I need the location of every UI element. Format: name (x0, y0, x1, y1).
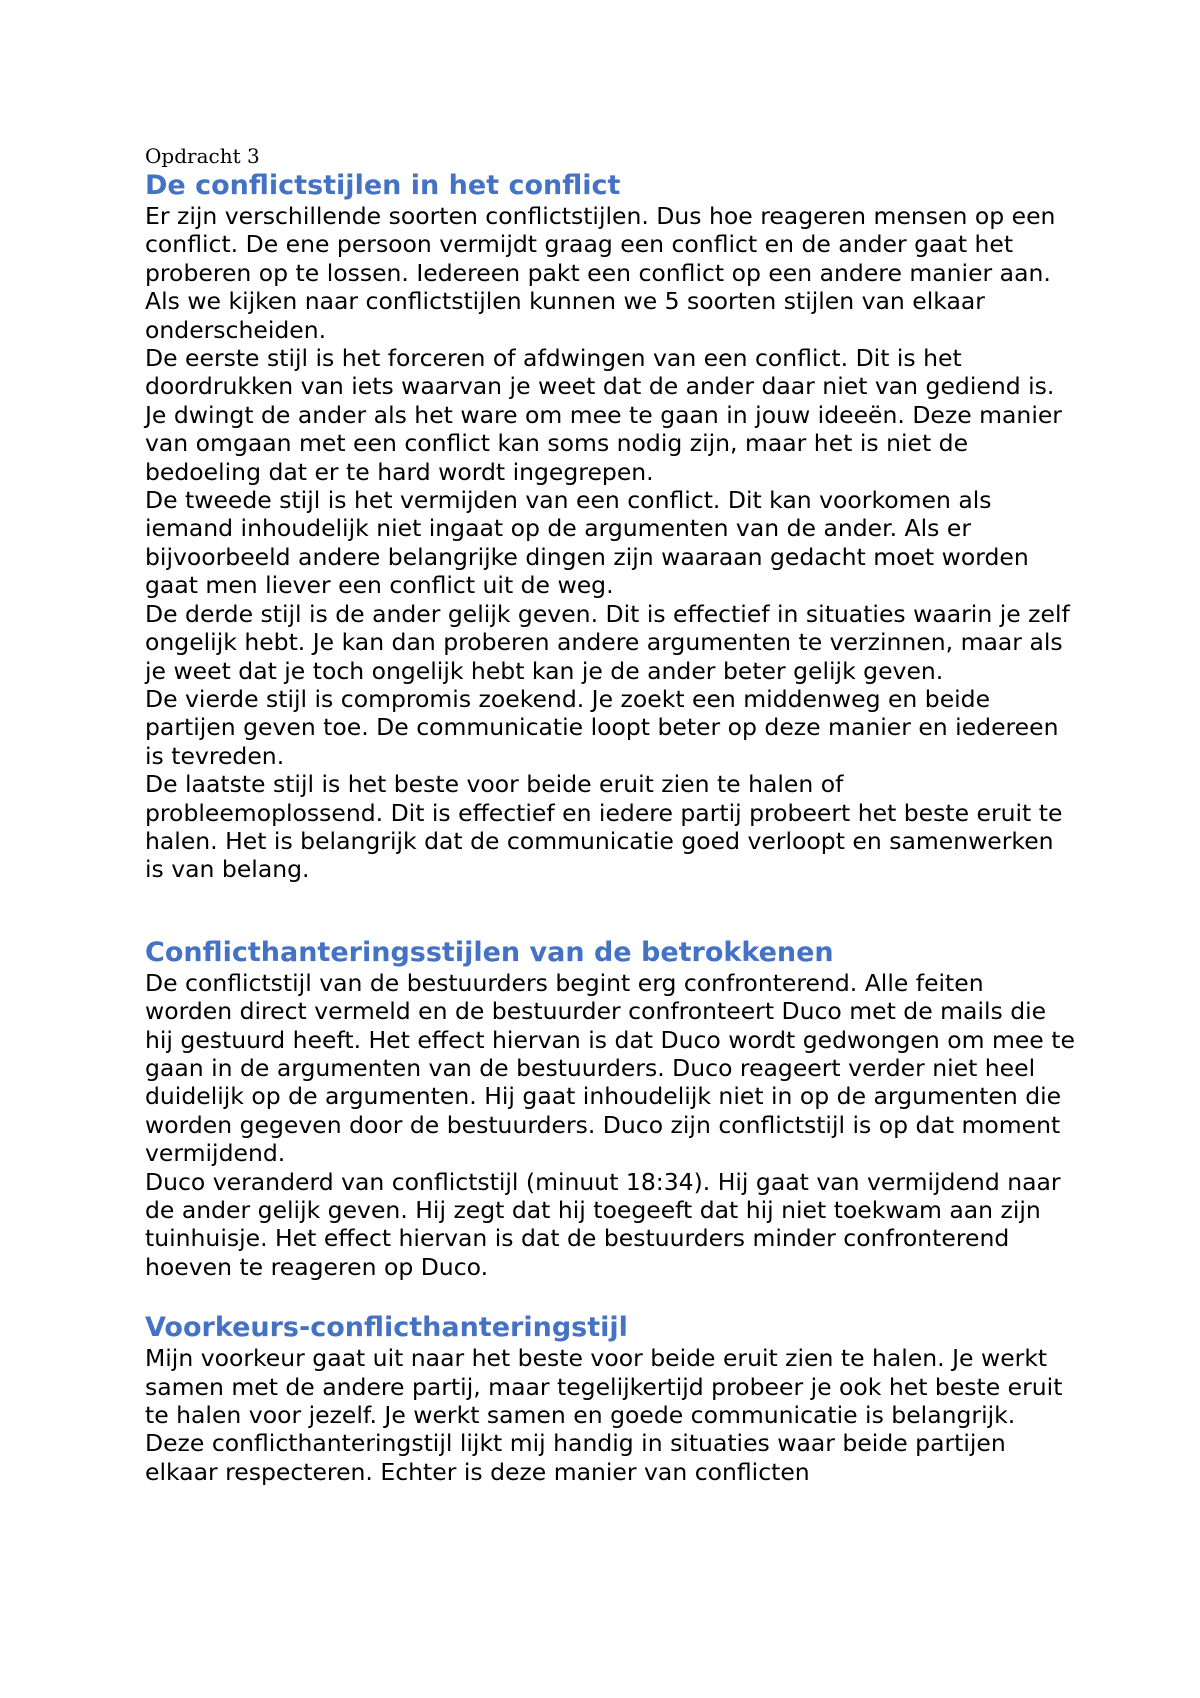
paragraph: Duco veranderd van conflictstijl (minuut 18:34). Hij gaat van vermijdend naar de ander gelijk geven. Hij zegt dat hij toegeeft dat hij niet toekwam aan zijn tuinhuisje. Het effect hiervan is dat de bestuurders minder confronterend hoeven te reageren op Duco. (145, 1167, 1061, 1281)
section-heading-betrokkenen: Conflicthanteringsstijlen van de betrokkenen (145, 936, 834, 968)
paragraph: De tweede stijl is het vermijden van een conflict. Dit kan voorkomen als iemand inhoudelijk niet ingaat op de argumenten van de ander. Als er bijvoorbeeld andere belangrijke dingen zijn waaraan gedacht moet worden gaat men liever een conflict uit de weg. (145, 486, 1029, 600)
paragraph: De conflictstijl van de bestuurders begint erg confronterend. Alle feiten worden direct vermeld en de bestuurder confronteert Duco met de mails die hij gestuurd heeft. Het effect hiervan is dat Duco wordt gedwongen om mee te gaan in de argumenten van de bestuurders. Duco reageert verder niet heel duidelijk op de argumenten. Hij gaat inhoudelijk niet in op de argumenten die worden gegeven door de bestuurders. Duco zijn conflictstijl is op dat moment vermijdend. (145, 968, 1075, 1168)
paragraph: Er zijn verschillende soorten conflictstijlen. Dus hoe reageren mensen op een conflict. De ene persoon vermijdt graag een conflict en de ander gaat het proberen op te lossen. Iedereen pakt een conflict op een andere manier aan. Als we kijken naar conflictstijlen kunnen we 5 soorten stijlen van elkaar onderscheiden. (145, 202, 1056, 344)
paragraph: Mijn voorkeur gaat uit naar het beste voor beide eruit zien te halen. Je werkt samen met de andere partij, maar tegelijkertijd probeer je ook het beste eruit te halen voor jezelf. Je werkt samen en goede communicatie is belangrijk. Deze conflicthanteringstijl lijkt mij handig in situaties waar beide partijen elkaar respecteren. Echter is deze manier van conflicten (145, 1344, 1063, 1486)
paragraph: De derde stijl is de ander gelijk geven. Dit is effectief in situaties waarin je zelf ongelijk hebt. Je kan dan proberen andere argumenten te verzinnen, maar als je weet dat je toch ongelijk hebt kan je de ander beter gelijk geven. (145, 599, 1070, 685)
section-heading-conflictstijlen: De conflictstijlen in het conflict (145, 170, 621, 201)
paragraph: De eerste stijl is het forceren of afdwingen van een conflict. Dit is het doordrukken van iets waarvan je weet dat de ander daar niet van gediend is. Je dwingt de ander als het ware om mee te gaan in jouw ideeën. Deze manier van omgaan met een conflict kan soms nodig zijn, maar het is niet de bedoeling dat er te hard wordt ingegrepen. (145, 344, 1062, 486)
paragraph: De laatste stijl is het beste voor beide eruit zien te halen of probleemoplossend. Dit is effectief en iedere partij probeert het beste eruit te halen. Het is belangrijk dat de communicatie goed verloopt en samenwerken is van belang. (145, 770, 1063, 884)
document-body (145, 142, 1075, 1486)
paragraph: De vierde stijl is compromis zoekend. Je zoekt een middenweg en beide partijen geven toe. De communicatie loopt beter op deze manier en iedereen is tevreden. (145, 684, 1059, 770)
section-heading-voorkeur: Voorkeurs-conflicthanteringstijl (145, 1312, 628, 1344)
assignment-label: Opdracht 3 (145, 144, 260, 168)
